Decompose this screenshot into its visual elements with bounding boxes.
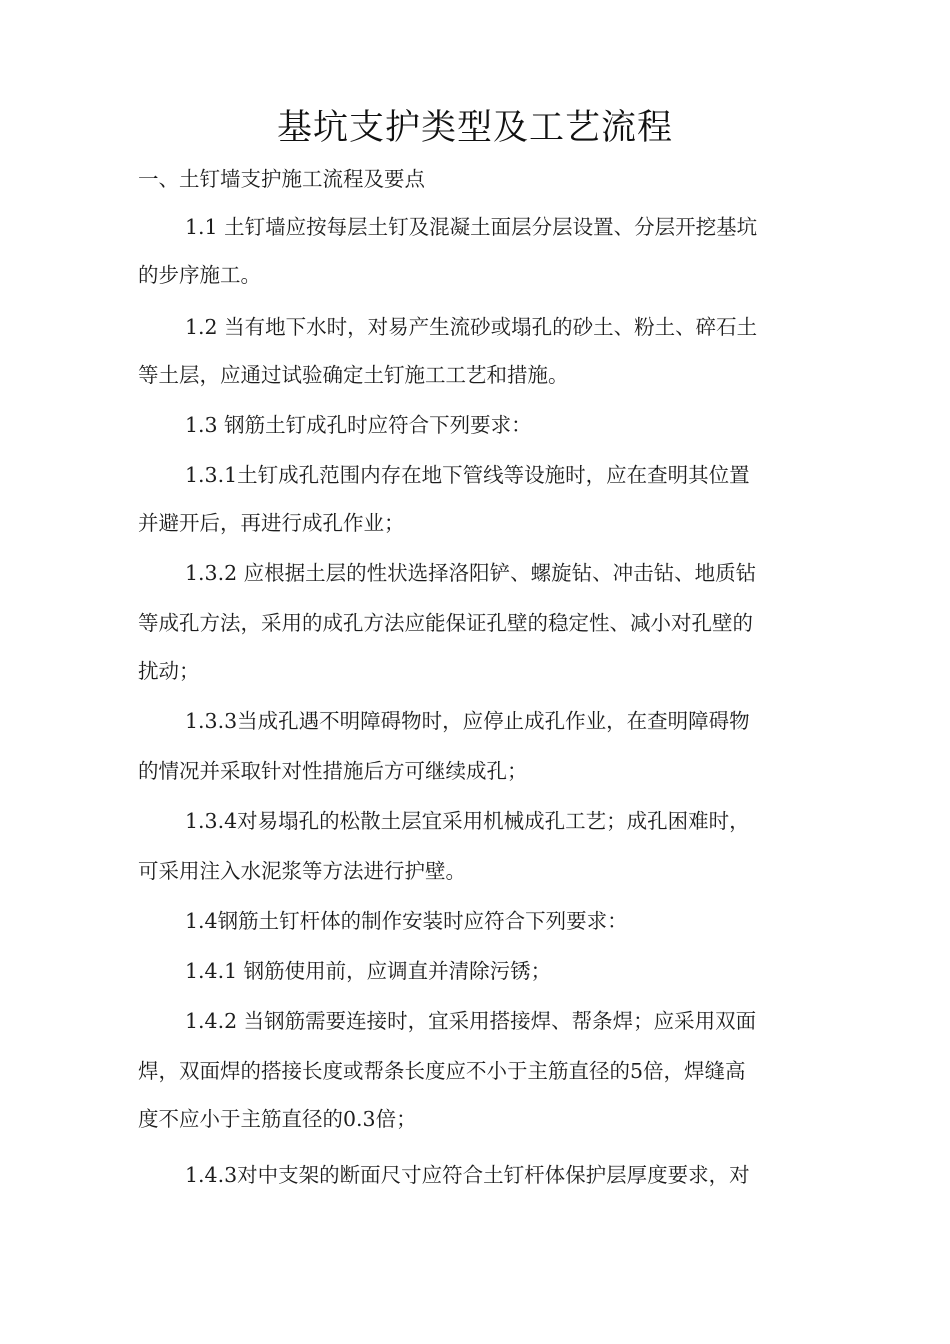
paragraph-line: 的情况并采取针对性措施后方可继续成孔； [138, 759, 528, 783]
paragraph-line: 1.4.3对中支架的断面尺寸应符合土钉杆体保护层厚度要求，对 [185, 1163, 750, 1187]
paragraph-line: 1.1 土钉墙应按每层土钉及混凝土面层分层设置、分层开挖基坑 [185, 215, 758, 239]
paragraph-line: 1.3 钢筋土钉成孔时应符合下列要求： [185, 413, 532, 437]
paragraph-line: 1.3.4对易塌孔的松散土层宜采用机械成孔工艺；成孔困难时， [185, 809, 750, 833]
paragraph-line: 度不应小于主筋直径的0.3倍； [138, 1107, 417, 1131]
paragraph-line: 可采用注入水泥浆等方法进行护壁。 [138, 859, 466, 883]
paragraph-line: 1.4钢筋土钉杆体的制作安装时应符合下列要求： [185, 909, 628, 933]
paragraph-line: 等成孔方法，采用的成孔方法应能保证孔壁的稳定性、减小对孔壁的 [138, 611, 753, 635]
paragraph-line: 1.2 当有地下水时，对易产生流砂或塌孔的砂土、粉土、碎石土 [185, 315, 758, 339]
paragraph-line: 等土层，应通过试验确定土钉施工工艺和措施。 [138, 363, 569, 387]
paragraph-line: 1.3.1土钉成孔范围内存在地下管线等设施时，应在查明其位置 [185, 463, 750, 487]
paragraph-line: 扰动； [138, 659, 200, 683]
paragraph-line: 1.4.2 当钢筋需要连接时，宜采用搭接焊、帮条焊；应采用双面 [185, 1009, 757, 1033]
paragraph-line: 焊，双面焊的搭接长度或帮条长度应不小于主筋直径的5倍，焊缝高 [138, 1059, 746, 1083]
document-title: 基坑支护类型及工艺流程 [276, 108, 673, 148]
section-heading: 一、土钉墙支护施工流程及要点 [138, 167, 425, 191]
paragraph-line: 的步序施工。 [138, 263, 261, 287]
paragraph-line: 1.3.2 应根据土层的性状选择洛阳铲、螺旋钻、冲击钻、地质钻 [185, 561, 757, 585]
paragraph-line: 并避开后，再进行成孔作业； [138, 511, 405, 535]
paragraph-line: 1.4.1 钢筋使用前，应调直并清除污锈； [185, 959, 552, 983]
paragraph-line: 1.3.3当成孔遇不明障碍物时，应停止成孔作业，在查明障碍物 [185, 709, 750, 733]
